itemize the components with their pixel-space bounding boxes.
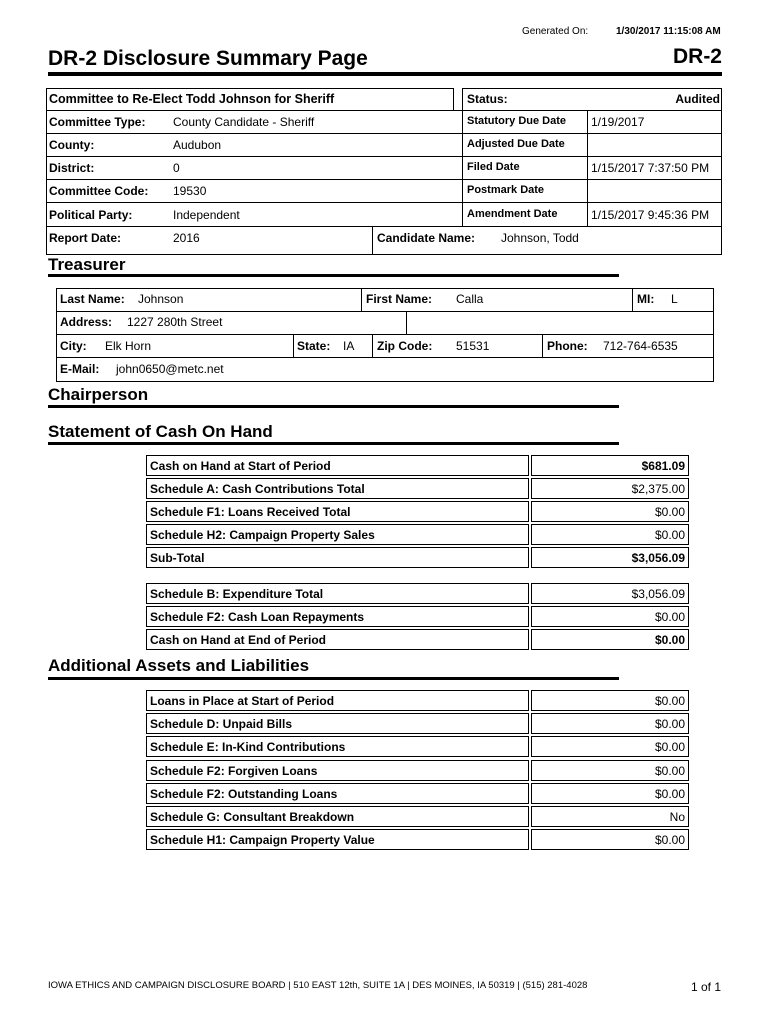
cash-row-label: Schedule B: Expenditure Total: [146, 583, 529, 604]
treasurer-mi: L: [671, 292, 678, 306]
row-divider: [462, 179, 722, 180]
treasurer-rule: [48, 274, 619, 277]
cash-row-label: Schedule F1: Loans Received Total: [146, 501, 529, 522]
treasurer-address: 1227 280th Street: [127, 315, 223, 329]
county-label: County:: [49, 138, 95, 152]
candidate-name-value: Johnson, Todd: [501, 231, 579, 245]
county-value: Audubon: [173, 138, 222, 152]
asset-row-label: Schedule F2: Outstanding Loans: [146, 783, 529, 804]
cash-row: [146, 606, 689, 627]
asset-row-label: Schedule G: Consultant Breakdown: [146, 806, 529, 827]
status-col-divider: [587, 110, 588, 227]
committee-code-label: Committee Code:: [49, 184, 149, 198]
generated-on-value: 1/30/2017 11:15:08 AM: [616, 26, 721, 37]
cash-row: [146, 524, 689, 545]
cash-row: [146, 583, 689, 604]
statutory-due-date-value: 1/19/2017: [591, 115, 645, 129]
committee-type-label: Committee Type:: [49, 115, 146, 129]
report-date-label: Report Date:: [49, 231, 122, 245]
asset-row-value: $0.00: [531, 690, 689, 711]
committee-code-value: 19530: [173, 184, 207, 198]
asset-row-label: Schedule H1: Campaign Property Value: [146, 829, 529, 850]
chairperson-rule: [48, 405, 619, 408]
treasurer-zip: 51531: [456, 339, 490, 353]
treasurer-city: Elk Horn: [105, 339, 152, 353]
asset-row-value: $0.00: [531, 829, 689, 850]
asset-row-label: Schedule D: Unpaid Bills: [146, 713, 529, 734]
treasurer-email-label: E-Mail:: [60, 362, 100, 376]
page-title: DR-2 Disclosure Summary Page: [48, 47, 368, 70]
amendment-date-label: Amendment Date: [467, 208, 558, 220]
status-box: [462, 88, 722, 111]
asset-row: [146, 783, 689, 804]
treasurer-zip-label: Zip Code:: [377, 339, 433, 353]
cash-statement-heading: Statement of Cash On Hand: [48, 422, 273, 441]
cash-row-value: $0.00: [531, 524, 689, 545]
cash-row-label: Schedule A: Cash Contributions Total: [146, 478, 529, 499]
col-divider: [372, 334, 373, 357]
cash-row: [146, 501, 689, 522]
row-divider: [46, 226, 462, 227]
col-divider: [406, 311, 407, 334]
treasurer-heading: Treasurer: [48, 255, 126, 274]
treasurer-phone: 712-764-6535: [603, 339, 678, 353]
asset-row: [146, 760, 689, 781]
cash-row-value: $0.00: [531, 629, 689, 650]
assets-rule: [48, 677, 619, 680]
report-date-value: 2016: [173, 231, 200, 245]
footer-address: IOWA ETHICS AND CAMPAIGN DISCLOSURE BOARD | 510 EAST 12th, SUITE 1A | DES MOINES, IA 50319 | (515) 281-4028: [48, 980, 588, 991]
status-label: Status:: [467, 92, 508, 106]
asset-row: [146, 736, 689, 757]
row-divider: [46, 179, 462, 180]
asset-row: [146, 829, 689, 850]
asset-row: [146, 713, 689, 734]
treasurer-last-name-label: Last Name:: [60, 292, 125, 306]
treasurer-email: john0650@metc.net: [116, 362, 224, 376]
treasurer-phone-label: Phone:: [547, 339, 588, 353]
row-divider: [462, 133, 722, 134]
cash-row-value: $0.00: [531, 501, 689, 522]
filed-date-label: Filed Date: [467, 161, 520, 173]
status-left-border: [462, 110, 463, 227]
row-divider: [56, 311, 714, 312]
cash-row-label: Cash on Hand at Start of Period: [146, 455, 529, 476]
row-divider: [462, 156, 722, 157]
row-divider: [56, 334, 714, 335]
asset-row-label: Schedule F2: Forgiven Loans: [146, 760, 529, 781]
treasurer-address-label: Address:: [60, 315, 113, 329]
statutory-due-date-label: Statutory Due Date: [467, 115, 567, 127]
cash-row-value: $0.00: [531, 606, 689, 627]
treasurer-state-label: State:: [297, 339, 331, 353]
generated-on-label: Generated On:: [522, 26, 589, 37]
postmark-date-label: Postmark Date: [467, 184, 545, 196]
asset-row-value: $0.00: [531, 736, 689, 757]
asset-row-value: $0.00: [531, 760, 689, 781]
cash-row-value: $3,056.09: [531, 583, 689, 604]
cash-row-label: Sub-Total: [146, 547, 529, 568]
asset-row-value: $0.00: [531, 783, 689, 804]
cash-row-label: Schedule H2: Campaign Property Sales: [146, 524, 529, 545]
district-label: District:: [49, 161, 95, 175]
cash-row-value: $2,375.00: [531, 478, 689, 499]
treasurer-first-name-label: First Name:: [366, 292, 433, 306]
treasurer-first-name: Calla: [456, 292, 484, 306]
adjusted-due-date-label: Adjusted Due Date: [467, 138, 565, 150]
asset-row: [146, 690, 689, 711]
amendment-date-value: 1/15/2017 9:45:36 PM: [591, 208, 710, 222]
cash-row: [146, 478, 689, 499]
asset-row-label: Loans in Place at Start of Period: [146, 690, 529, 711]
filed-date-value: 1/15/2017 7:37:50 PM: [591, 161, 710, 175]
treasurer-last-name: Johnson: [138, 292, 184, 306]
treasurer-city-label: City:: [60, 339, 87, 353]
chairperson-heading: Chairperson: [48, 385, 149, 404]
political-party-value: Independent: [173, 208, 240, 222]
col-divider: [361, 288, 362, 311]
cash-statement-rule: [48, 442, 619, 445]
district-value: 0: [173, 161, 180, 175]
col-divider: [293, 334, 294, 357]
row-divider: [46, 133, 462, 134]
row-divider: [462, 226, 722, 227]
asset-row-value: No: [531, 806, 689, 827]
row-divider: [56, 357, 714, 358]
committee-name: Committee to Re-Elect Todd Johnson for Sheriff: [49, 92, 335, 106]
cash-row: [146, 629, 689, 650]
cash-row: [146, 455, 689, 476]
asset-row-label: Schedule E: In-Kind Contributions: [146, 736, 529, 757]
assets-heading: Additional Assets and Liabilities: [48, 656, 310, 675]
page-number: 1 of 1: [690, 980, 721, 994]
cash-row-value: $681.09: [531, 455, 689, 476]
form-code: DR-2: [672, 45, 722, 68]
row-divider: [462, 202, 722, 203]
treasurer-state: IA: [343, 339, 355, 353]
status-value: Audited: [675, 92, 720, 106]
cash-row-label: Schedule F2: Cash Loan Repayments: [146, 606, 529, 627]
col-divider: [632, 288, 633, 311]
col-divider: [542, 334, 543, 357]
committee-name-box: [46, 88, 454, 111]
cash-row-label: Cash on Hand at End of Period: [146, 629, 529, 650]
asset-row: [146, 806, 689, 827]
row-divider: [46, 156, 462, 157]
political-party-label: Political Party:: [49, 208, 133, 222]
title-rule: [48, 72, 722, 76]
candidate-name-label: Candidate Name:: [377, 231, 476, 245]
row-divider: [46, 202, 462, 203]
cash-row-value: $3,056.09: [531, 547, 689, 568]
asset-row-value: $0.00: [531, 713, 689, 734]
candidate-divider: [372, 226, 373, 255]
cash-row: [146, 547, 689, 568]
treasurer-mi-label: MI:: [637, 292, 655, 306]
committee-type-value: County Candidate - Sheriff: [173, 115, 315, 129]
